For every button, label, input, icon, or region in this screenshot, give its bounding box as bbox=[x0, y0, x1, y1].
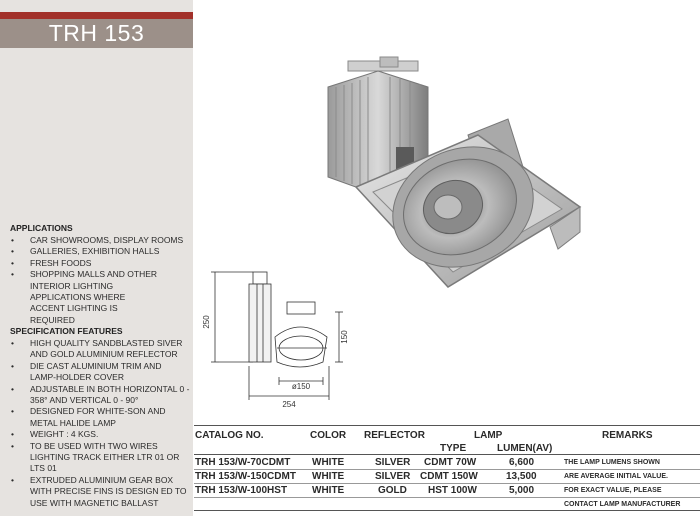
table-bottom-rule bbox=[194, 510, 700, 511]
dimension-drawing bbox=[202, 262, 360, 410]
cell-type: CDMT 150W bbox=[420, 471, 478, 482]
width-label: 254 bbox=[282, 400, 296, 409]
header-color: COLOR bbox=[310, 430, 347, 441]
remark-line: CONTACT LAMP MANUFACTURER bbox=[564, 501, 681, 508]
list-item: • TO BE USED WITH TWO WIRES LIGHTING TRACK EITHER LTR 01 OR LTS 01 bbox=[10, 441, 180, 475]
cell-reflector: SILVER bbox=[375, 471, 411, 482]
cell-catalog: TRH 153/W-100HST bbox=[195, 485, 288, 496]
cell-color: WHITE bbox=[312, 457, 345, 468]
cell-type: HST 100W bbox=[428, 485, 477, 496]
header-lamp: LAMP bbox=[474, 430, 503, 441]
cell-type: CDMT 70W bbox=[424, 457, 477, 468]
cell-lumen: 13,500 bbox=[506, 471, 537, 482]
product-title: TRH 153 bbox=[0, 19, 193, 48]
header-remarks: REMARKS bbox=[602, 430, 653, 441]
header-lamp-type: TYPE bbox=[440, 443, 467, 454]
table-top-rule bbox=[194, 425, 700, 426]
cell-color: WHITE bbox=[312, 471, 345, 482]
cell-catalog: TRH 153/W-150CDMT bbox=[195, 471, 296, 482]
height-head-label: 150 bbox=[340, 330, 349, 344]
applications-heading: APPLICATIONS bbox=[10, 223, 73, 233]
list-item: • FRESH FOODS bbox=[10, 258, 188, 269]
cell-lumen: 5,000 bbox=[509, 485, 535, 496]
list-item: • SHOPPING MALLS AND OTHER INTERIOR LIGHTING APPLICATIONS WHERE ACCENT LIGHTING IS REQUIRED bbox=[10, 269, 160, 326]
list-item: • DIE CAST ALUMINIUM TRIM AND LAMP-HOLDER COVER bbox=[10, 361, 170, 384]
remark-line: FOR EXACT VALUE, PLEASE bbox=[564, 487, 662, 494]
cell-catalog: TRH 153/W-70CDMT bbox=[195, 457, 291, 468]
cell-lumen: 6,600 bbox=[509, 457, 535, 468]
specification-heading: SPECIFICATION FEATURES bbox=[10, 326, 123, 336]
list-item: • EXTRUDED ALUMINIUM GEAR BOX WITH PRECISE FINS IS DESIGN ED TO USE WITH MAGNETIC BALLAST bbox=[10, 475, 190, 509]
list-item: • HIGH QUALITY SANDBLASTED SIVER AND GOLD ALUMINIUM REFLECTOR bbox=[10, 338, 188, 361]
row-divider bbox=[194, 497, 700, 498]
header-lumen: LUMEN(AV) bbox=[497, 443, 553, 454]
remark-line: THE LAMP LUMENS SHOWN bbox=[564, 459, 660, 466]
cell-reflector: GOLD bbox=[378, 485, 407, 496]
table-header-rule bbox=[194, 454, 700, 455]
list-item: • GALLERIES, EXHIBITION HALLS bbox=[10, 246, 188, 257]
specification-list bbox=[10, 338, 188, 509]
row-divider bbox=[194, 483, 700, 484]
header-reflector: REFLECTOR bbox=[364, 430, 425, 441]
applications-list bbox=[10, 235, 188, 326]
list-item: • DESIGNED FOR WHITE-SON AND METAL HALIDE LAMP bbox=[10, 406, 180, 429]
list-item: • ADJUSTABLE IN BOTH HORIZONTAL 0 - 358° AND VERTICAL 0 - 90° bbox=[10, 384, 190, 407]
row-divider bbox=[194, 469, 700, 470]
cell-color: WHITE bbox=[312, 485, 345, 496]
list-item: • CAR SHOWROOMS, DISPLAY ROOMS bbox=[10, 235, 188, 246]
height-total-label: 250 bbox=[202, 315, 211, 329]
remark-line: ARE AVERAGE INITIAL VALUE. bbox=[564, 473, 668, 480]
list-item: • WEIGHT : 4 KGS. bbox=[10, 429, 188, 440]
cell-reflector: SILVER bbox=[375, 457, 411, 468]
diameter-label: ø150 bbox=[291, 382, 311, 391]
accent-bar bbox=[0, 12, 193, 19]
header-catalog: CATALOG NO. bbox=[195, 430, 264, 441]
